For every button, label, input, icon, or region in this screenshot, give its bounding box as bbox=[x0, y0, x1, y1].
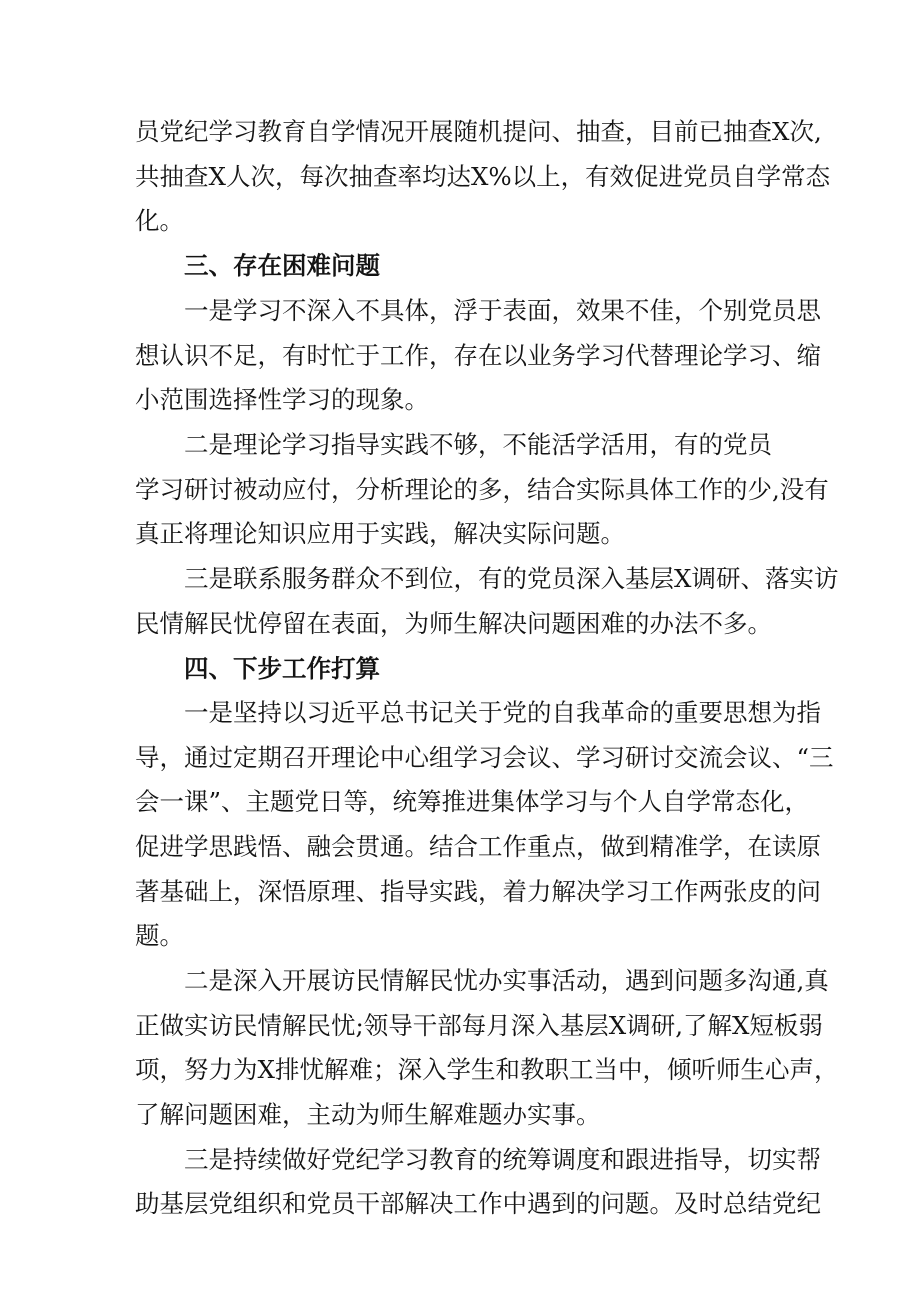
text-line: 学习研讨被动应付，分析理论的多，结合实际具体工作的少,没有 bbox=[135, 475, 829, 504]
text-line: 一是坚持以习近平总书记关于党的自我革命的重要思想为指 bbox=[184, 698, 821, 727]
text-line: 二是理论学习指导实践不够，不能活学活用，有的党员 bbox=[184, 430, 772, 459]
text-line: 促进学思践悟、融会贯通。结合工作重点，做到精准学，在读原 bbox=[135, 832, 821, 861]
text-line: 导，通过定期召开理论中心组学习会议、学习研讨交流会议、“三 bbox=[135, 743, 834, 772]
text-line: 一是学习不深入不具体，浮于表面，效果不佳，个别党员思 bbox=[184, 296, 821, 325]
text-line: 三是联系服务群众不到位，有的党员深入基层X调研、落实访 bbox=[184, 564, 839, 593]
section-heading: 四、下步工作打算 bbox=[184, 654, 380, 683]
text-line: 小范围选择性学习的现象。 bbox=[135, 385, 429, 414]
text-line: 员党纪学习教育自学情况开展随机提问、抽查，目前已抽查X次, bbox=[135, 117, 822, 146]
text-line: 化。 bbox=[135, 206, 184, 235]
text-line: 想认识不足，有时忙于工作，存在以业务学习代替理论学习、缩 bbox=[135, 341, 821, 370]
text-line: 真正将理论知识应用于实践，解决实际问题。 bbox=[135, 519, 625, 548]
section-heading: 三、存在困难问题 bbox=[184, 251, 380, 280]
text-line: 会一课”、主题党日等，统筹推进集体学习与个人自学常态化， bbox=[135, 787, 810, 816]
text-line: 助基层党组织和党员干部解决工作中遇到的问题。及时总结党纪 bbox=[135, 1189, 821, 1218]
text-line: 题。 bbox=[135, 921, 184, 950]
text-line: 三是持续做好党纪学习教育的统筹调度和跟进指导，切实帮 bbox=[184, 1145, 821, 1174]
text-line: 正做实访民情解民忧;领导干部每月深入基层X调研,了解X短板弱 bbox=[135, 1011, 823, 1040]
text-line: 共抽查X人次，每次抽查率均达X%以上，有效促进党员自学常态 bbox=[135, 162, 831, 191]
text-line: 项，努力为X排忧解难；深入学生和教职工当中，倾听师生心声， bbox=[135, 1055, 839, 1084]
text-line: 二是深入开展访民情解民忧办实事活动，遇到问题多沟通,真 bbox=[184, 966, 829, 995]
text-line: 著基础上，深悟原理、指导实践，着力解决学习工作两张皮的问 bbox=[135, 877, 821, 906]
text-line: 民情解民忧停留在表面，为师生解决问题困难的办法不多。 bbox=[135, 609, 772, 638]
text-line: 了解问题困难，主动为师生解难题办实事。 bbox=[135, 1100, 601, 1129]
